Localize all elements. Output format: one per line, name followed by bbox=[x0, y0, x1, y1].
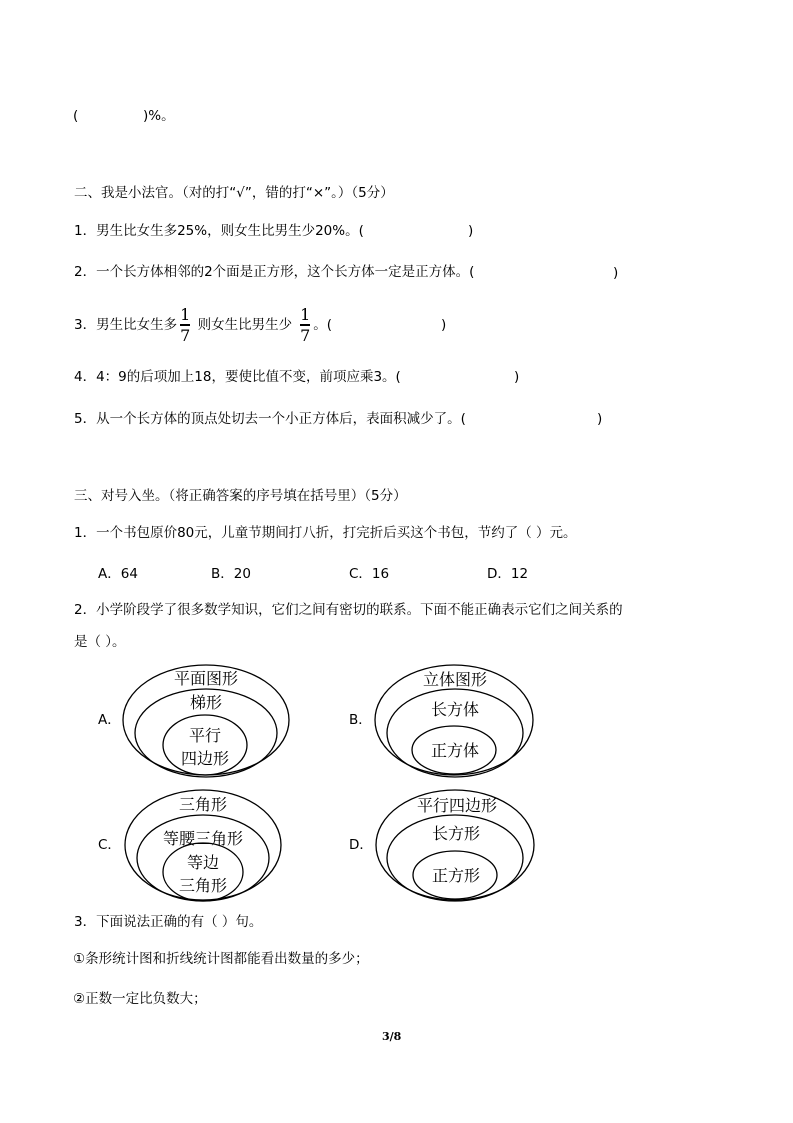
section3-heading: 三、对号入坐。（将正确答案的序号填在括号里）（5分） bbox=[74, 488, 407, 504]
diagram-a-middle-text: 梯形 bbox=[189, 693, 223, 712]
diagram-d-outer-ellipse bbox=[376, 790, 534, 900]
s2-q3-part-b: 则女生比男生少 bbox=[197, 317, 293, 333]
s3-statement-2: ②正数一定比负数大； bbox=[73, 991, 207, 1007]
fraction-one-seventh: $\frac{1}{7}$ bbox=[180, 305, 191, 345]
s2-q4-close: ) bbox=[514, 369, 520, 385]
diagram-c-label: C． bbox=[98, 837, 121, 853]
s3-question-3: 3．下面说法正确的有（ ）句。 bbox=[74, 914, 263, 930]
diagram-c-middle-text: 等腰三角形 bbox=[162, 829, 244, 848]
s3-question-1: 1．一个书包原价80元，儿童节期间打八折，打完折后买这个书包，节约了（ ）元。 bbox=[74, 525, 577, 541]
s2-q3-part-c: 。( bbox=[313, 317, 333, 333]
diagram-b-outer-text: 立体图形 bbox=[422, 670, 488, 689]
prev-answer-close: )%。 bbox=[143, 108, 175, 124]
s3-question-2-line2: 是（ ）。 bbox=[74, 634, 126, 650]
s3-q1-option-a: A．64 bbox=[98, 566, 138, 582]
s2-question-2: 2．一个长方体相邻的2个面是正方形，这个长方体一定是正方体。( bbox=[74, 264, 475, 280]
s2-question-3 bbox=[74, 304, 332, 346]
s2-q3-part-a: 3．男生比女生多 bbox=[74, 317, 178, 333]
diagram-c-outer-text: 三角形 bbox=[178, 795, 228, 814]
diagram-b-inner-text: 正方体 bbox=[430, 741, 480, 760]
diagram-a-outer-text: 平面图形 bbox=[173, 669, 239, 688]
diagram-a-inner-text-1: 平行 bbox=[188, 726, 222, 745]
section2-heading: 二、我是小法官。（对的打“√”，错的打“×”。）（5分） bbox=[74, 185, 394, 201]
diagram-a-middle-ellipse bbox=[135, 689, 277, 777]
diagram-d-outer-text: 平行四边形 bbox=[416, 796, 498, 815]
s2-question-1: 1．男生比女生多25%，则女生比男生少20%。( bbox=[74, 223, 364, 239]
diagram-b-inner-ellipse bbox=[412, 726, 496, 774]
s2-question-4: 4．4：9的后项加上18，要使比值不变，前项应乘3。( bbox=[74, 369, 401, 385]
s3-q1-option-b: B．20 bbox=[211, 566, 251, 582]
s2-q2-close: ) bbox=[613, 265, 619, 281]
s3-question-2-line1: 2．小学阶段学了很多数学知识，它们之间有密切的联系。下面不能正确表示它们之间关系的 bbox=[74, 602, 623, 618]
diagram-c-inner-text-2: 三角形 bbox=[178, 876, 228, 895]
fraction-one-seventh-2: $\frac{1}{7}$ bbox=[300, 305, 311, 345]
diagram-a-outer-ellipse bbox=[123, 665, 289, 775]
page-number: 3/8 bbox=[382, 1030, 402, 1043]
s3-q1-option-d: D．12 bbox=[487, 566, 529, 582]
diagram-c-middle-ellipse bbox=[137, 815, 269, 901]
diagram-c-outer-ellipse bbox=[125, 790, 281, 900]
diagram-b-middle-text: 长方体 bbox=[430, 700, 480, 719]
diagram-d-inner-ellipse bbox=[413, 851, 497, 899]
prev-answer-open: ( bbox=[73, 108, 79, 124]
diagram-b-middle-ellipse bbox=[387, 689, 523, 777]
s2-q3-close: ) bbox=[441, 317, 447, 333]
diagram-a-inner-ellipse bbox=[163, 715, 247, 775]
s3-statement-1: ①条形统计图和折线统计图都能看出数量的多少； bbox=[73, 951, 369, 967]
diagram-b-label: B． bbox=[349, 712, 372, 728]
diagram-d-middle-ellipse bbox=[387, 815, 523, 901]
s2-q1-close: ) bbox=[468, 223, 474, 239]
diagram-c-inner-ellipse bbox=[163, 843, 243, 901]
diagram-d-middle-text: 长方形 bbox=[431, 824, 481, 843]
s2-question-5: 5．从一个长方体的顶点处切去一个小正方体后，表面积减少了。( bbox=[74, 411, 466, 427]
s2-q5-close: ) bbox=[597, 411, 603, 427]
diagram-a-inner-text-2: 四边形 bbox=[180, 749, 230, 768]
diagram-d-label: D． bbox=[349, 837, 373, 853]
diagram-a-label: A． bbox=[98, 712, 121, 728]
diagram-c-inner-text-1: 等边 bbox=[186, 853, 220, 872]
s3-q1-option-c: C．16 bbox=[349, 566, 390, 582]
diagram-d-inner-text: 正方形 bbox=[431, 866, 481, 885]
diagram-b-outer-ellipse bbox=[375, 665, 533, 775]
